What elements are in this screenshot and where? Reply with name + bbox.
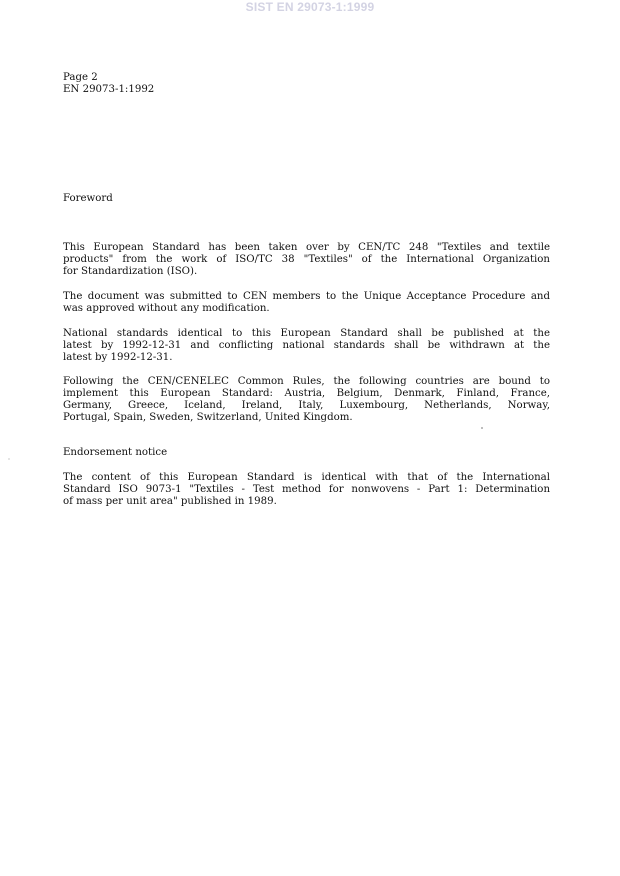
endorsement-paragraph (63, 472, 550, 508)
text-line: for Standardization (ISO). (63, 266, 198, 277)
foreword-paragraph-4 (63, 376, 550, 424)
text-line: Germany, Greece, Iceland, Ireland, Italy, Luxembourg, Netherlands, Norway, (63, 400, 550, 411)
text-line: This European Standard has been taken over by CEN/TC 248 "Textiles and textile (63, 242, 550, 253)
page-header (63, 72, 154, 96)
foreword-paragraph-3 (63, 328, 550, 364)
text-line: Following the CEN/CENELEC Common Rules, the following countries are bound to (63, 376, 550, 387)
scan-speck (8, 458, 10, 460)
text-line: Portugal, Spain, Sweden, Switzerland, United Kingdom. (63, 412, 353, 423)
text-line: The document was submitted to CEN members to the Unique Acceptance Procedure and (63, 291, 550, 302)
page-number: Page 2 (63, 72, 98, 83)
text-line: products" from the work of ISO/TC 38 "Textiles" of the International Organization (63, 254, 550, 265)
endorsement-heading: Endorsement notice (63, 447, 168, 458)
text-line: latest by 1992-12-31 and conflicting national standards shall be withdrawn at the (63, 340, 550, 351)
foreword-heading: Foreword (63, 193, 113, 204)
foreword-paragraph-1 (63, 242, 550, 278)
text-line: latest by 1992-12-31. (63, 352, 173, 363)
foreword-paragraph-2 (63, 291, 550, 315)
text-line: was approved without any modification. (63, 303, 270, 314)
text-line: The content of this European Standard is identical with that of the International (63, 472, 550, 483)
text-line: National standards identical to this European Standard shall be published at the (63, 328, 550, 339)
text-line: Standard ISO 9073-1 "Textiles - Test method for nonwovens - Part 1: Determination (63, 484, 550, 495)
standard-reference: EN 29073-1:1992 (63, 84, 155, 95)
document-watermark: SIST EN 29073-1:1999 (245, 0, 375, 14)
scan-speck (481, 427, 483, 429)
text-line: implement this European Standard: Austria, Belgium, Denmark, Finland, France, (63, 388, 550, 399)
text-line: of mass per unit area" published in 1989. (63, 496, 277, 507)
